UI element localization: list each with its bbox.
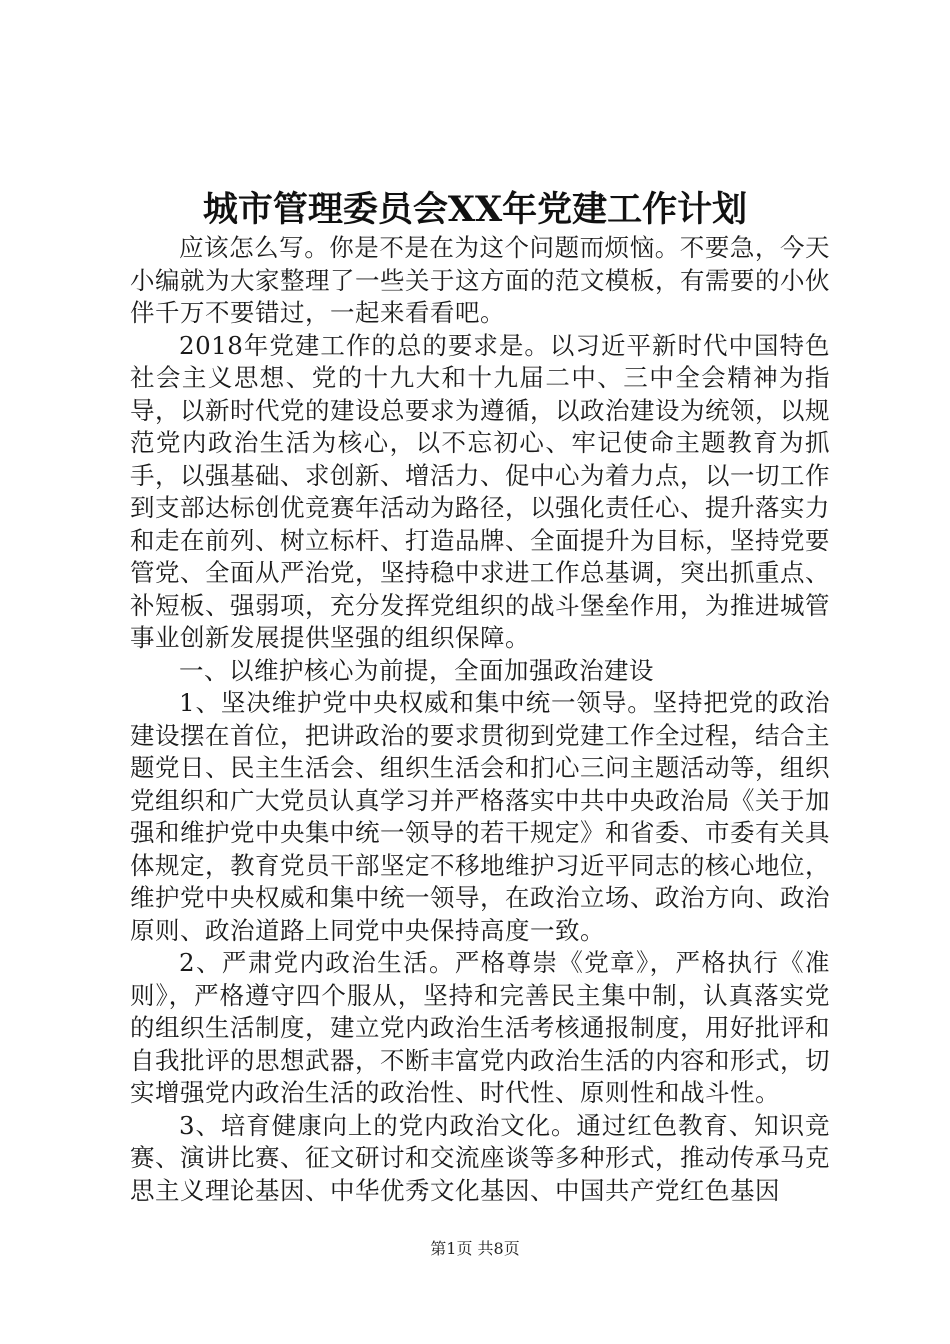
page-number-footer: 第1页 共8页 bbox=[430, 1239, 520, 1258]
paragraph-general-requirements: 2018年党建工作的总的要求是。以习近平新时代中国特色社会主义思想、党的十九大和十九届二中、三中全会精神为指导，以新时代党的建设总要求为遵循，以政治建设为统领，以规范党内政治生活为核心，以不忘初心、牢记使命主题教育为抓手，以强基础、求创新、增活力、促中心为着力点，以一切工作到支部达标创优竞赛年活动为路径，以强化责任心、提升落实力和走在前列、树立标杆、打造品牌、全面提升为目标，坚持党要管党、全面从严治党，坚持稳中求进工作总基调，突出抓重点、补短板、强弱项，充分发挥党组织的战斗堡垒作用，为推进城管事业创新发展提供坚强的组织保障。 bbox=[130, 330, 830, 652]
paragraph-item-2: 2、严肃党内政治生活。严格尊崇《党章》，严格执行《准则》，严格遵守四个服从，坚持和完善民主集中制，认真落实党的组织生活制度，建立党内政治生活考核通报制度，用好批评和自我批评的思想武器，不断丰富党内政治生活的内容和形式，切实增强党内政治生活的政治性、时代性、原则性和战斗性。 bbox=[130, 948, 830, 1107]
document-body bbox=[130, 232, 830, 1207]
section-heading-political-construction: 一、以维护核心为前提，全面加强政治建设 bbox=[179, 655, 654, 685]
paragraph-item-1: 1、坚决维护党中央权威和集中统一领导。坚持把党的政治建设摆在首位，把讲政治的要求贯彻到党建工作全过程，结合主题党日、民主生活会、组织生活会和扪心三问主题活动等，组织党组织和广大党员认真学习并严格落实中共中央政治局《关于加强和维护党中央集中统一领导的若干规定》和省委、市委有关具体规定，教育党员干部坚定不移地维护习近平同志的核心地位，维护党中央权威和集中统一领导，在政治立场、政治方向、政治原则、政治道路上同党中央保持高度一致。 bbox=[130, 688, 830, 945]
paragraph-item-3: 3、培育健康向上的党内政治文化。通过红色教育、知识竞赛、演讲比赛、征文研讨和交流座谈等多种形式，推动传承马克思主义理论基因、中华优秀文化基因、中国共产党红色基因 bbox=[130, 1110, 830, 1205]
paragraph-intro: 应该怎么写。你是不是在为这个问题而烦恼。不要急，今天小编就为大家整理了一些关于这方面的范文模板，有需要的小伙伴千万不要错过，一起来看看吧。 bbox=[130, 233, 830, 327]
document-title: 城市管理委员会XX年党建工作计划 bbox=[202, 189, 748, 230]
